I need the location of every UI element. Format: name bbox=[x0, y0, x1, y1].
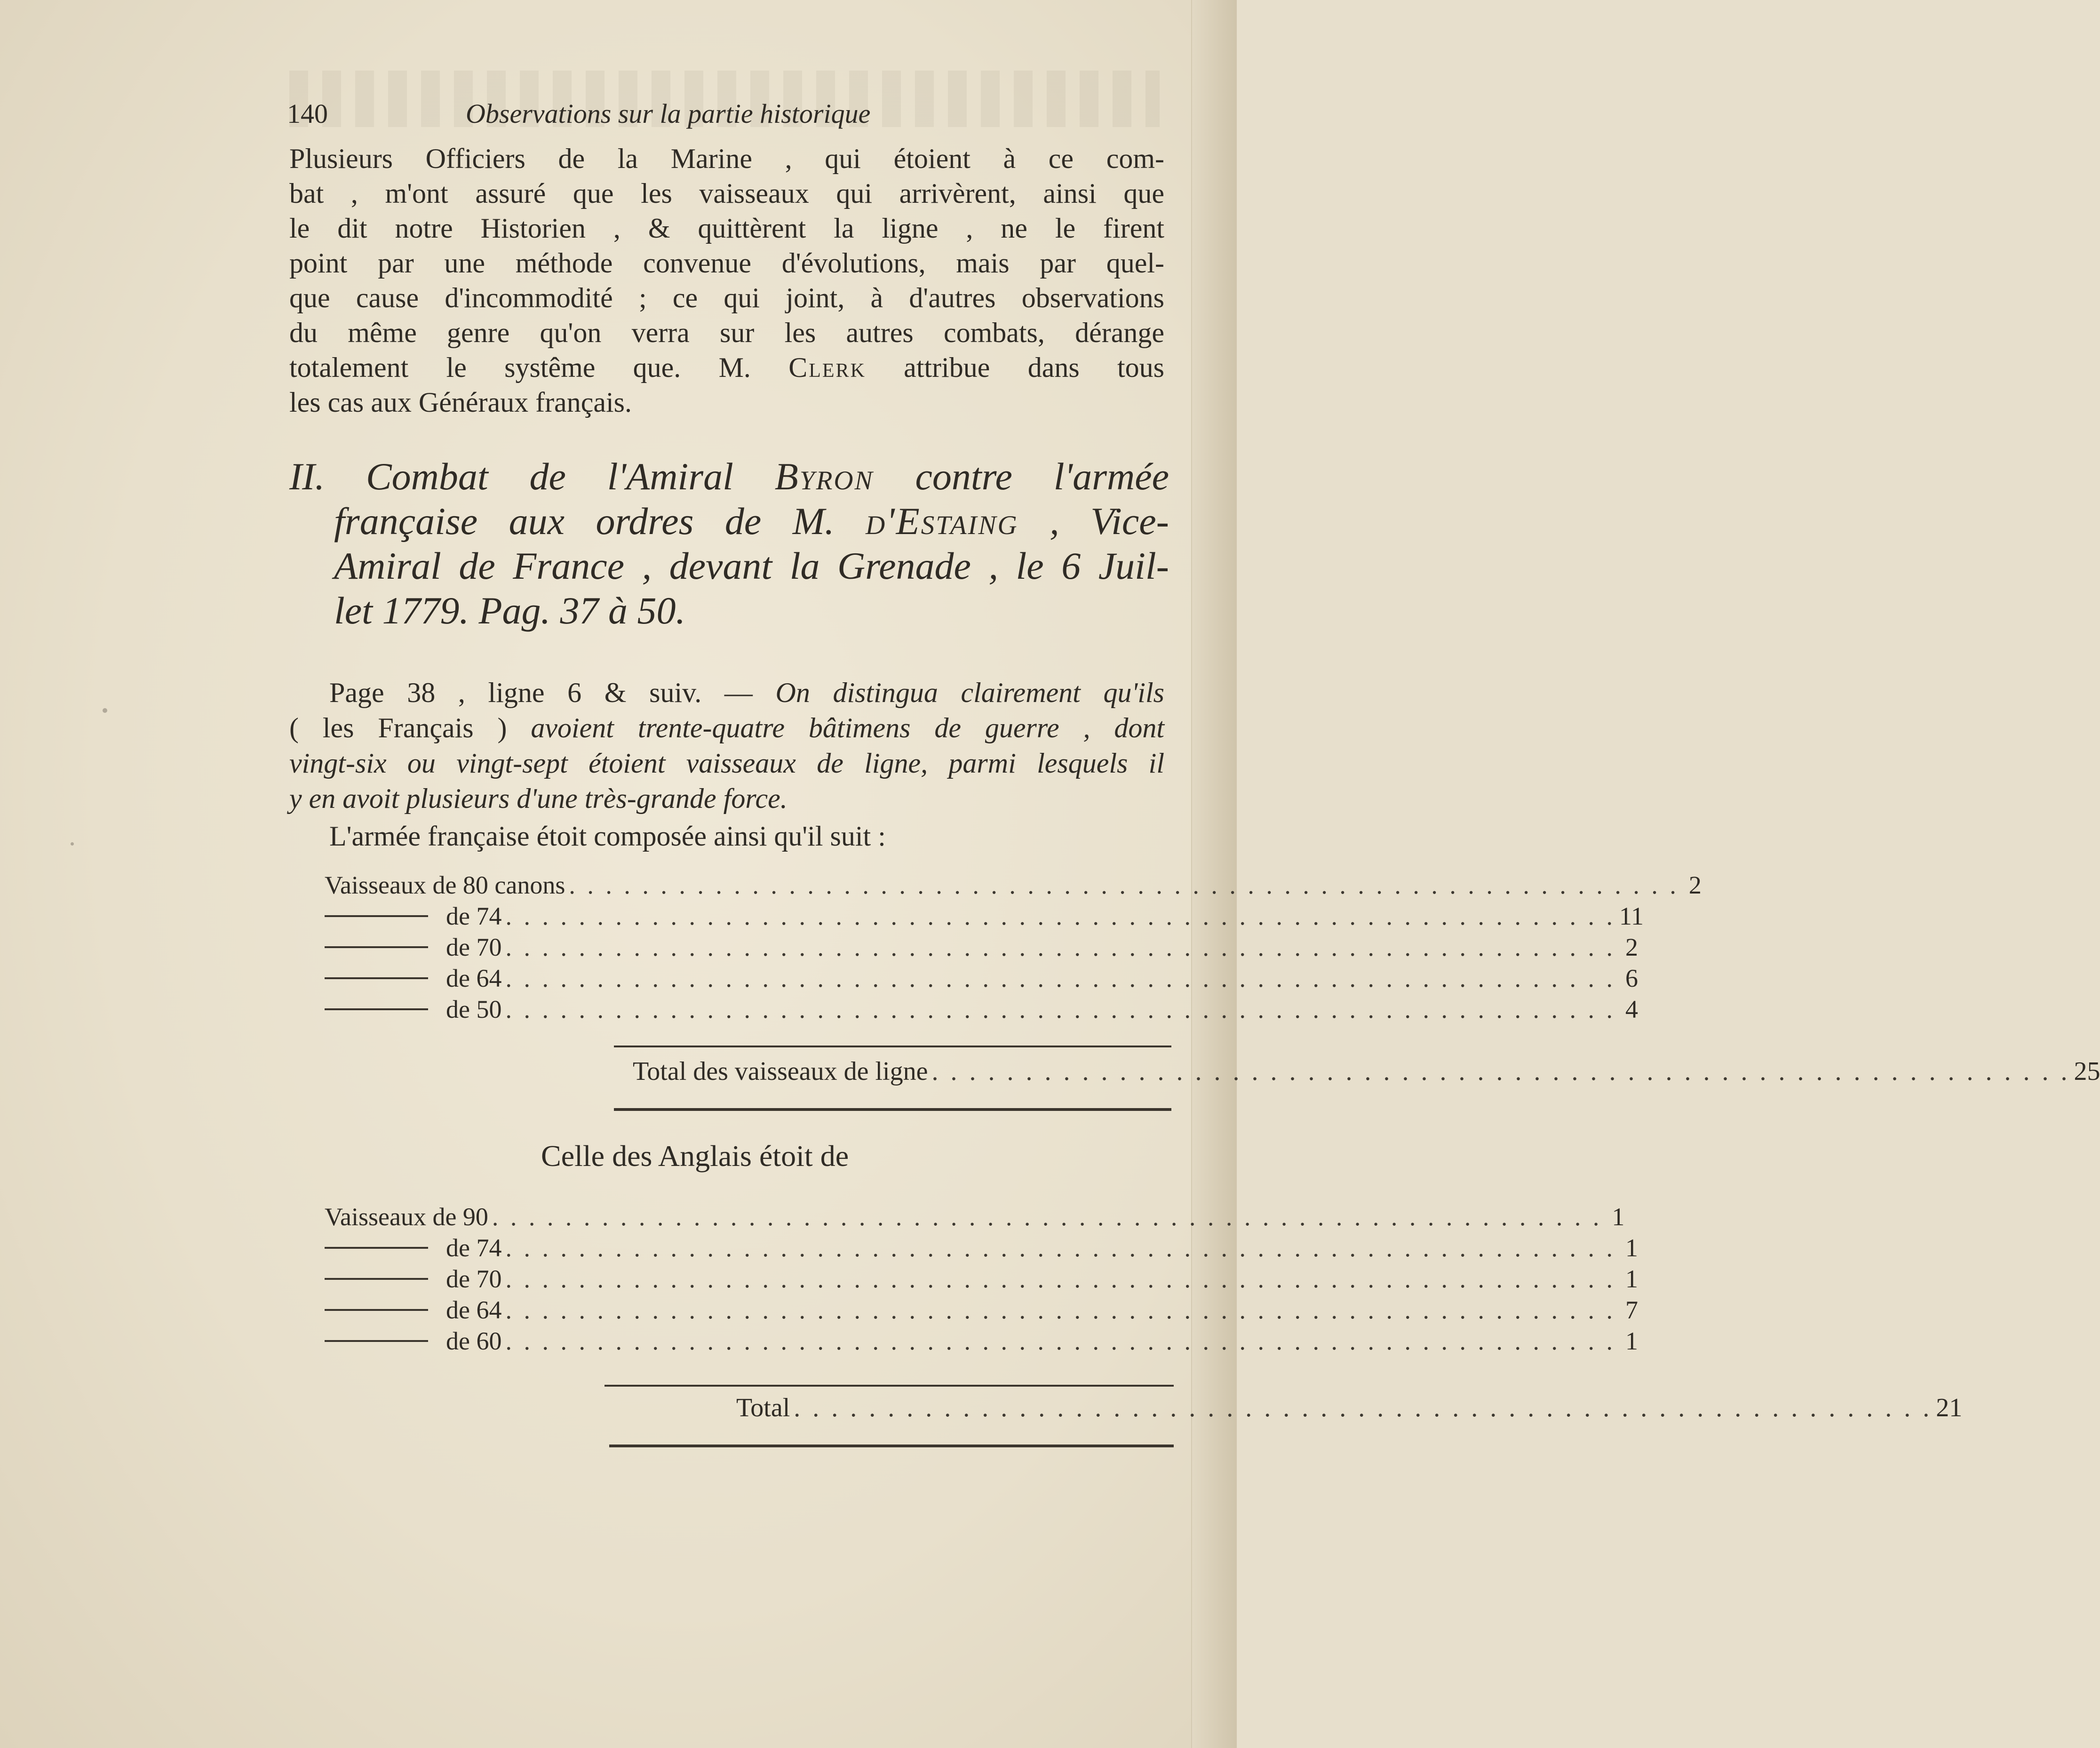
row-value: 6 bbox=[1625, 964, 1638, 992]
row-label: Vaisseaux de 90 bbox=[325, 1203, 488, 1231]
row-label-wrap bbox=[325, 995, 501, 1024]
running-title: Observations sur la partie historique bbox=[466, 98, 871, 129]
leader-dots: . . . . . . . . . . . . . . . . . . . . . . . . . . . . . . . . . . . . . . . . . . . . . . . . . . . . . . . . . . . . . bbox=[505, 1296, 1615, 1324]
leader-dots: . . . . . . . . . . . . . . . . . . . . . . . . . . . . . . . . . . . . . . . . . . . . . . . . . . . . . . . . . . . . . bbox=[505, 933, 1615, 961]
row-value: 2 bbox=[1688, 871, 1702, 899]
total-value: 21 bbox=[1936, 1393, 1963, 1422]
paragraph-line: Plusieurs Officiers de la Marine , qui étoient à ce com- bbox=[289, 143, 1164, 174]
row-label-wrap bbox=[325, 933, 501, 962]
row-label: de 64 bbox=[446, 1296, 502, 1324]
table-row bbox=[325, 964, 1638, 995]
paragraph-line: bat , m'ont assuré que les vaisseaux qui arrivèrent, ainsi que bbox=[289, 178, 1164, 209]
total-label: Total bbox=[736, 1393, 790, 1422]
leader-dots: . . . . . . . . . . . . . . . . . . . . . . . . . . . . . . . . . . . . . . . . . . . . . . . . . . . . . . . . . . . . . bbox=[505, 1234, 1615, 1262]
row-label: de 50 bbox=[446, 995, 502, 1023]
ditto-dash bbox=[325, 1278, 428, 1280]
leader-dots: . . . . . . . . . . . . . . . . . . . . . . . . . . . . . . . . . . . . . . . . . . . . . . . . . . . . . . . . . . . . . bbox=[505, 964, 1615, 992]
ditto-dash bbox=[325, 1247, 428, 1249]
row-value: 1 bbox=[1625, 1234, 1638, 1262]
heading-text: française aux ordres de M. bbox=[334, 500, 866, 543]
leader-dots: . . . . . . . . . . . . . . . . . . . . . . . . . . . . . . . . . . . . . . . . . . . . . . . . . . . . . . . . . . . . . bbox=[505, 1265, 1615, 1293]
row-label-wrap bbox=[325, 902, 501, 931]
row-label: de 70 bbox=[446, 933, 502, 961]
quote-text: avoient trente-quatre bâtimens de guerre , dont bbox=[531, 712, 1164, 743]
row-value: 1 bbox=[1612, 1203, 1625, 1231]
table-row bbox=[325, 870, 1702, 902]
quote-text: On distingua clairement qu'ils bbox=[775, 677, 1164, 708]
english-total-row bbox=[736, 1393, 1963, 1423]
ditto-dash bbox=[325, 1340, 428, 1342]
french-fleet-intro bbox=[329, 819, 1082, 854]
table-row bbox=[325, 1202, 1625, 1233]
table-row bbox=[325, 933, 1638, 964]
ink-spot bbox=[103, 708, 107, 713]
row-value: 1 bbox=[1625, 1265, 1638, 1293]
sum-rule bbox=[605, 1385, 1174, 1387]
row-label: de 74 bbox=[446, 1234, 502, 1262]
leader-dots: . . . . . . . . . . . . . . . . . . . . . . . . . . . . . . . . . . . . . . . . . . . . . . . . . . . . . . . . . . . . . bbox=[492, 1203, 1602, 1231]
english-fleet-table bbox=[325, 1202, 1638, 1357]
french-fleet-table bbox=[325, 870, 1702, 1026]
heading-line bbox=[289, 499, 1169, 543]
ditto-dash bbox=[325, 915, 428, 917]
table-row bbox=[325, 1233, 1638, 1264]
ink-spot bbox=[71, 842, 74, 846]
paragraph-line: du même genre qu'on verra sur les autres combats, dérange bbox=[289, 317, 1164, 348]
quote-reference: Page 38 , ligne 6 & suiv. — bbox=[329, 677, 776, 708]
admiral-name: Byron bbox=[774, 455, 874, 498]
total-label: Total des vaisseaux de ligne bbox=[633, 1057, 928, 1086]
table-row bbox=[325, 1326, 1638, 1357]
heading-text: , Vice- bbox=[1018, 500, 1169, 543]
quote-line: vingt-six ou vingt-sept étoient vaisseaux de ligne, parmi lesquels il bbox=[289, 748, 1164, 779]
row-label-wrap bbox=[325, 1233, 501, 1262]
author-name: Clerk bbox=[788, 352, 866, 383]
leader-dots: . . . . . . . . . . . . . . . . . . . . . . . . . . . . . . . . . . . . . . . . . . . . . . . . . . . . . . . . . . . . . bbox=[505, 995, 1615, 1023]
row-value: 7 bbox=[1625, 1296, 1638, 1324]
table-row bbox=[325, 902, 1644, 933]
heading-text: contre l'armée bbox=[874, 455, 1169, 498]
section-heading bbox=[289, 454, 1169, 633]
page-header bbox=[287, 98, 1167, 131]
paragraph-line: le dit notre Historien , & quittèrent la ligne , ne le firent bbox=[289, 213, 1164, 244]
row-label-wrap bbox=[325, 1326, 501, 1356]
row-label: de 64 bbox=[446, 964, 502, 992]
row-value: 11 bbox=[1619, 902, 1644, 930]
ditto-dash bbox=[325, 977, 428, 979]
row-label: de 74 bbox=[446, 902, 502, 930]
english-fleet-intro: Celle des Anglais étoit de bbox=[541, 1139, 849, 1173]
leader-dots: . . . . . . . . . . . . . . . . . . . . . . . . . . . . . . . . . . . . . . . . . . . . . . . . . . . . . . . . . . . . . bbox=[569, 871, 1679, 899]
row-label: de 60 bbox=[446, 1327, 502, 1355]
leader-dots: . . . . . . . . . . . . . . . . . . . . . . . . . . . . . . . . . . . . . . . . . . . . . . . . . . . . . . . . . . . . . bbox=[505, 902, 1615, 930]
leader-dots: . . . . . . . . . . . . . . . . . . . . . . . . . . . . . . . . . . . . . . . . . . . . . . . . . . . . . . . . . . . . . bbox=[794, 1393, 1933, 1422]
sum-rule bbox=[614, 1046, 1171, 1047]
row-label-wrap bbox=[325, 1264, 501, 1293]
heading-text: II. Combat de l'Amiral bbox=[289, 455, 775, 498]
quoted-passage bbox=[289, 675, 1164, 816]
row-label-wrap bbox=[325, 964, 501, 993]
ditto-dash bbox=[325, 1008, 428, 1010]
ditto-dash bbox=[325, 946, 428, 948]
sum-rule bbox=[609, 1445, 1174, 1447]
intro-line: L'armée française étoit composée ainsi qu'il suit : bbox=[329, 821, 886, 852]
quote-aside: ( les Français ) bbox=[289, 712, 531, 743]
heading-line: let 1779. Pag. 37 à 50. bbox=[334, 589, 686, 632]
row-label-wrap bbox=[325, 1295, 501, 1325]
french-total-row bbox=[633, 1056, 2100, 1086]
quote-line bbox=[289, 675, 1164, 710]
leader-dots: . . . . . . . . . . . . . . . . . . . . . . . . . . . . . . . . . . . . . . . . . . . . . . . . . . . . . . . . . . . . . bbox=[505, 1327, 1615, 1355]
quote-line bbox=[289, 710, 1164, 746]
intro-paragraph bbox=[289, 141, 1164, 420]
paragraph-line: les cas aux Généraux français. bbox=[289, 387, 632, 418]
row-value: 2 bbox=[1625, 933, 1638, 961]
line-text: totalement le systême que. M. bbox=[289, 352, 789, 383]
paragraph-line bbox=[289, 350, 1164, 385]
table-row bbox=[325, 1264, 1638, 1295]
ditto-dash bbox=[325, 1309, 428, 1311]
paragraph-line: que cause d'incommodité ; ce qui joint, à d'autres observations bbox=[289, 282, 1164, 313]
table-row bbox=[325, 995, 1638, 1026]
row-label: Vaisseaux de 80 canons bbox=[325, 871, 565, 899]
paragraph-line: point par une méthode convenue d'évolutions, mais par quel- bbox=[289, 247, 1164, 279]
heading-line bbox=[289, 454, 1169, 499]
heading-line: Amiral de France , devant la Grenade , le 6 Juil- bbox=[334, 544, 1169, 587]
leader-dots: . . . . . . . . . . . . . . . . . . . . . . . . . . . . . . . . . . . . . . . . . . . . . . . . . . . . . . . . . . . . . bbox=[931, 1057, 2070, 1086]
sum-rule bbox=[614, 1108, 1171, 1111]
row-value: 1 bbox=[1625, 1327, 1638, 1355]
line-text: attribue dans tous bbox=[866, 352, 1164, 383]
row-label: de 70 bbox=[446, 1265, 502, 1293]
total-value: 25 bbox=[2074, 1057, 2100, 1086]
admiral-name: d'Estaing bbox=[865, 500, 1018, 543]
table-row bbox=[325, 1295, 1638, 1326]
row-value: 4 bbox=[1625, 995, 1638, 1023]
quote-line: y en avoit plusieurs d'une très-grande force. bbox=[289, 783, 788, 814]
page-number: 140 bbox=[287, 98, 328, 129]
